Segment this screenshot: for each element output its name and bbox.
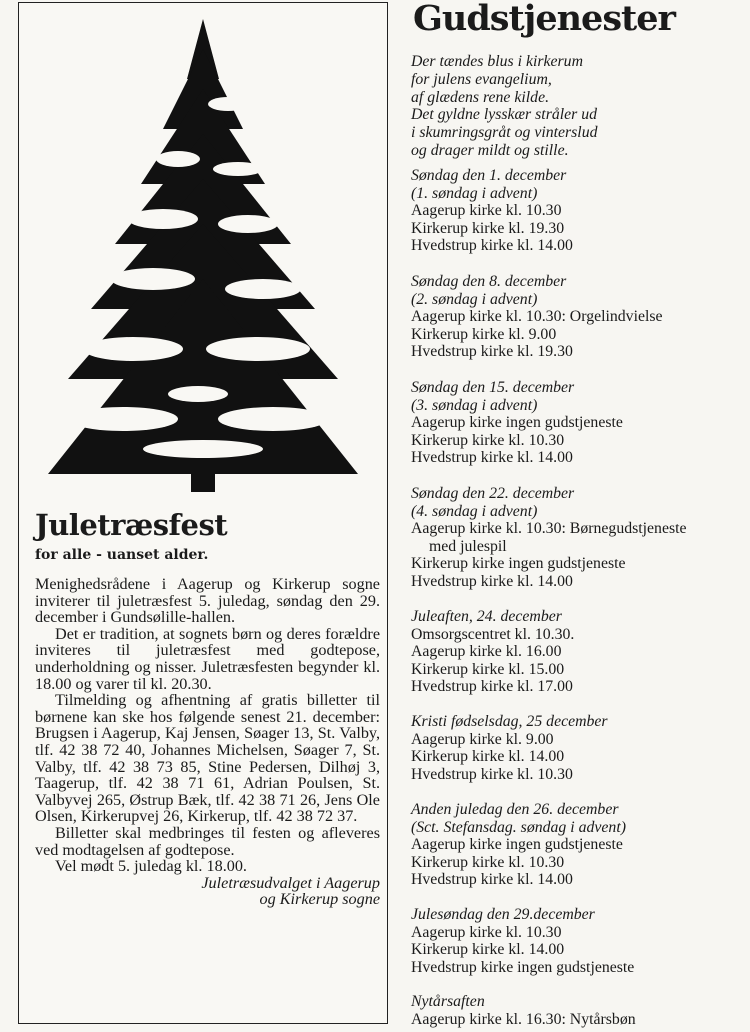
service-date: Julesøndag den 29.december <box>411 906 595 923</box>
service-block <box>411 713 749 783</box>
service-block <box>411 906 749 976</box>
juletraesfest-title: Juletræsfest <box>35 508 228 542</box>
service-line: Aagerup kirke ingen gudstjeneste <box>411 414 623 432</box>
service-note: (4. søndag i advent) <box>411 502 538 520</box>
poem-line: Der tændes blus i kirkerum <box>411 53 583 70</box>
body-paragraph: Tilmelding og afhentning af gratis billetter til børnene kan ske hos følgende senest 21. december: Brugsen i Aagerup, Kaj Jensen, Søager 13, St. Valby, tlf. 42 38 72 40, Johannes Michelsen, Søager 7, St. Valby, tlf. 42 38 73 85, Stine Pedersen, Dilhøj 3, Taagerup, tlf. 42 38 71 61, Adrian Poulsen, St. Valbyvej 265, Østrup Bæk, tlf. 42 38 71 26, Jens Ole Olsen, Kirkerupvej 26, Kirkerup, tlf. 42 38 72 37. <box>35 691 380 826</box>
juletraesfest-subtitle: for alle - uanset alder. <box>35 547 209 563</box>
service-line: Kirkerup kirke kl. 15.00 <box>411 660 565 678</box>
service-line: Kirkerup kirke kl. 19.30 <box>411 219 565 237</box>
service-line: Aagerup kirke ingen gudstjeneste <box>411 836 623 854</box>
poem-line: af glædens rene kilde. <box>411 88 550 106</box>
body-paragraph: Vel mødt 5. juledag kl. 18.00. <box>55 857 247 876</box>
service-line: Hvedstrup kirke kl. 14.00 <box>411 572 573 590</box>
service-date: Nytårsaften <box>411 993 485 1010</box>
gudstjenester-title: Gudstjenester <box>413 0 675 39</box>
service-line: Hvedstrup kirke ingen gudstjeneste <box>411 958 635 976</box>
service-date: Søndag den 8. december <box>411 273 567 290</box>
service-line: Kirkerup kirke kl. 14.00 <box>411 748 565 766</box>
signature-line: Juletræsudvalget i Aagerup <box>201 873 380 892</box>
service-line: Hvedstrup kirke kl. 17.00 <box>411 678 573 696</box>
service-line: Hvedstrup kirke kl. 10.30 <box>411 765 573 783</box>
body-paragraph: Det er tradition, at sognets børn og deres forældre inviteres til juletræsfest med godtepose, underholdning og nisser. Juletræsfesten begynder kl. 18.00 og varer til kl. 20.30. <box>35 624 380 693</box>
service-line: Aagerup kirke kl. 10.30 <box>411 202 562 220</box>
christmas-tree-illustration <box>33 9 373 499</box>
service-line: Kirkerup kirke kl. 10.30 <box>411 431 565 449</box>
service-line: Hvedstrup kirke kl. 14.00 <box>411 237 573 255</box>
service-line: Kirkerup kirke kl. 9.00 <box>411 325 557 343</box>
service-block <box>411 993 749 1028</box>
service-line: Aagerup kirke kl. 16.00 <box>411 643 562 661</box>
poem-line: Det gyldne lysskær stråler ud <box>411 106 598 124</box>
service-block <box>411 608 749 696</box>
service-line: Kirkerup kirke kl. 14.00 <box>411 941 565 959</box>
service-line: Hvedstrup kirke kl. 14.00 <box>411 871 573 889</box>
service-line: med julespil <box>429 537 507 555</box>
service-note: (2. søndag i advent) <box>411 290 538 308</box>
service-block <box>411 801 749 889</box>
service-line: Aagerup kirke kl. 9.00 <box>411 730 554 748</box>
service-date: Søndag den 1. december <box>411 167 567 184</box>
service-date: Søndag den 22. december <box>411 485 575 502</box>
service-line: Aagerup kirke kl. 10.30 <box>411 923 562 941</box>
service-block <box>411 379 749 467</box>
poem-line: for julens evangelium, <box>411 70 552 88</box>
juletraesfest-panel <box>18 2 388 1024</box>
service-line: Hvedstrup kirke kl. 14.00 <box>411 449 573 467</box>
service-line: Kirkerup kirke ingen gudstjeneste <box>411 555 626 573</box>
service-note: (Sct. Stefansdag. søndag i advent) <box>411 818 626 836</box>
service-line: Omsorgscentret kl. 10.30. <box>411 625 575 643</box>
service-line: Aagerup kirke kl. 16.30: Nytårsbøn <box>411 1010 636 1028</box>
service-date: Juleaften, 24. december <box>411 608 562 625</box>
service-line: Kirkerup kirke kl. 10.30 <box>411 853 565 871</box>
poem <box>411 53 746 160</box>
service-date: Kristi fødselsdag, 25 december <box>411 713 608 730</box>
service-date: Søndag den 15. december <box>411 379 575 396</box>
poem-line: og drager mildt og stille. <box>411 141 569 159</box>
signature-line: og Kirkerup sogne <box>259 890 380 909</box>
service-block <box>411 273 749 361</box>
service-block <box>411 485 749 591</box>
body-paragraph: Billetter skal medbringes til festen og afleveres ved modtagelsen af godtepose. <box>35 823 380 859</box>
service-line: Aagerup kirke kl. 10.30: Orgelindvielse <box>411 308 663 326</box>
service-line: Hvedstrup kirke kl. 19.30 <box>411 343 573 361</box>
service-note: (1. søndag i advent) <box>411 184 538 202</box>
service-line: Aagerup kirke kl. 10.30: Børnegudstjeneste <box>411 520 687 538</box>
poem-line: i skumringsgråt og vinterslud <box>411 124 598 142</box>
service-note: (3. søndag i advent) <box>411 396 538 414</box>
service-date: Anden juledag den 26. december <box>411 801 619 818</box>
body-paragraph: Menighedsrådene i Aagerup og Kirkerup sogne inviterer til juletræsfest 5. juledag, søndag den 29. december i Gundsølille-hallen. <box>35 575 380 627</box>
juletraesfest-body <box>35 576 380 908</box>
service-block <box>411 167 749 255</box>
